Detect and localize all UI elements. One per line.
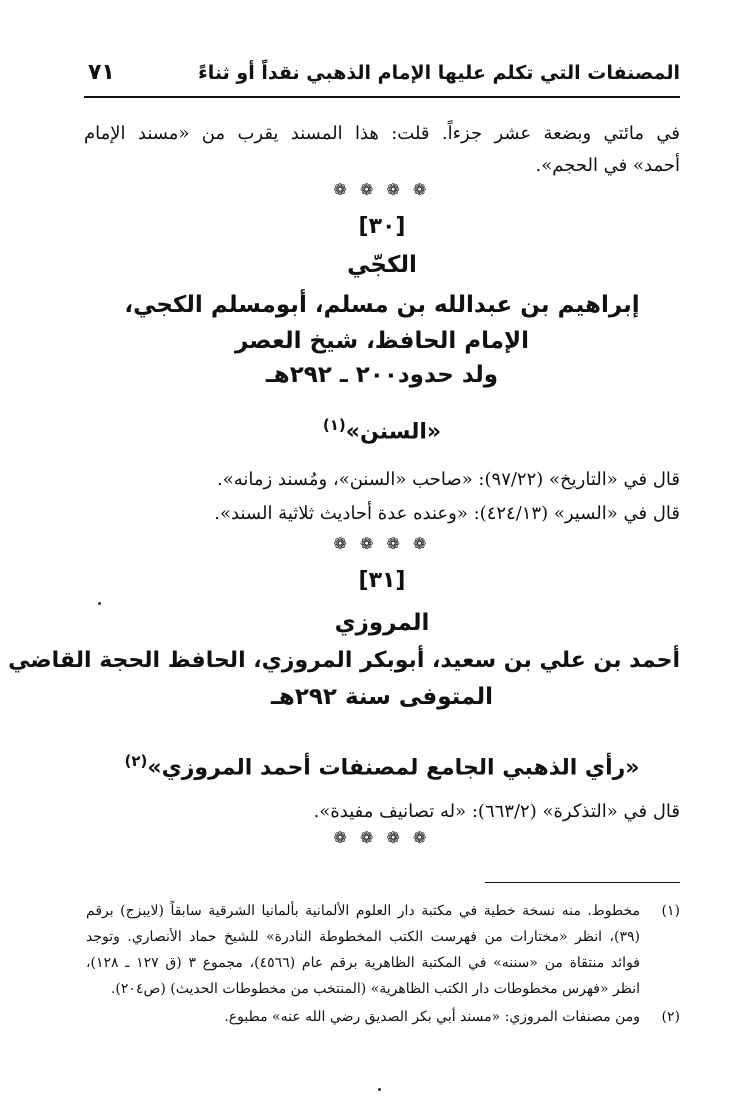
- entry-name-line-2: المتوفى سنة ٢٩٢هـ: [271, 684, 493, 710]
- section-separator: ❁ ❁ ❁ ❁: [333, 180, 431, 199]
- entry-number: [٣٠]: [358, 214, 406, 239]
- quote-line: قال في «التذكرة» (٦٦٣/٢): «له تصانيف مفيدة».: [313, 801, 680, 822]
- footnote-line: فوائد منتقاة من «سننه» في المكتبة الظاهرية برقم عام (٤٥٦٦)، مجموع ٣ (ق ١٢٧ ـ ١٢٨)،: [86, 955, 640, 971]
- book-title: [84, 752, 680, 780]
- quote-line: قال في «التاريخ» (٩٧/٢٢): «صاحب «السنن»، ومُسند زمانه».: [216, 469, 680, 490]
- footnote-number: (٢): [661, 1009, 680, 1025]
- book-title-text: «السنن»: [345, 419, 442, 445]
- footnote-number: (١): [661, 903, 680, 919]
- footnote-line: ومن مصنفات المروزي: «مسند أبي بكر الصديق رضي الله عنه» مطبوع.: [224, 1009, 640, 1025]
- scan-speck: [98, 602, 101, 605]
- footnote-rule: [485, 882, 680, 883]
- footnote-ref: (٢): [124, 752, 148, 770]
- book-title-text: «رأي الذهبي الجامع لمصنفات أحمد المروزي»: [147, 755, 640, 781]
- footnote-ref: (١): [322, 416, 346, 434]
- entry-name-line-1: إبراهيم بن عبدالله بن مسلم، أبومسلم الكجي،: [124, 292, 640, 318]
- book-title: [84, 416, 680, 444]
- page-number: ٧١: [88, 60, 115, 85]
- page-header: [84, 58, 680, 98]
- section-separator: ❁ ❁ ❁ ❁: [333, 828, 431, 847]
- section-separator: ❁ ❁ ❁ ❁: [333, 534, 431, 553]
- intro-line-1: في مائتي وبضعة عشر جزءاً. قلت: هذا المسند يقرب من «مسند الإمام: [84, 123, 680, 144]
- scan-speck: [378, 1088, 381, 1091]
- footnote-line: انظر «فهرس مخطوطات دار الكتب الظاهرية» (المنتخب من مخطوطات الحديث) (ص٢٠٤).: [110, 981, 640, 997]
- entry-name-line-2: الإمام الحافظ، شيخ العصر: [235, 328, 529, 354]
- footnote-line: مخطوط. منه نسخة خطية في مكتبة دار العلوم الألمانية بألمانيا الشرقية سابقاً (لايبزج) برقم: [86, 903, 640, 919]
- entry-nisba: المروزي: [334, 610, 430, 636]
- entry-name-line-1: أحمد بن علي بن سعيد، أبوبكر المروزي، الحافظ الحجة القاضي: [8, 648, 680, 673]
- entry-nisba: الكجّي: [347, 252, 417, 278]
- quote-line: قال في «السير» (٤٢٤/١٣): «وعنده عدة أحاديث ثلاثية السند».: [214, 503, 680, 524]
- entry-dates: ولد حدود٢٠٠ ـ ٢٩٢هـ: [265, 362, 499, 388]
- entry-number: [٣١]: [358, 568, 406, 593]
- running-title: المصنفات التي تكلم عليها الإمام الذهبي نقداً أو ثناءً: [198, 62, 680, 84]
- intro-line-2: أحمد» في الحجم».: [535, 155, 680, 176]
- footnote-line: (٣٩)، انظر «مختارات من فهرست الكتب المخطوطة النادرة» للشيخ حماد الأنصاري. وتوجد: [86, 929, 640, 945]
